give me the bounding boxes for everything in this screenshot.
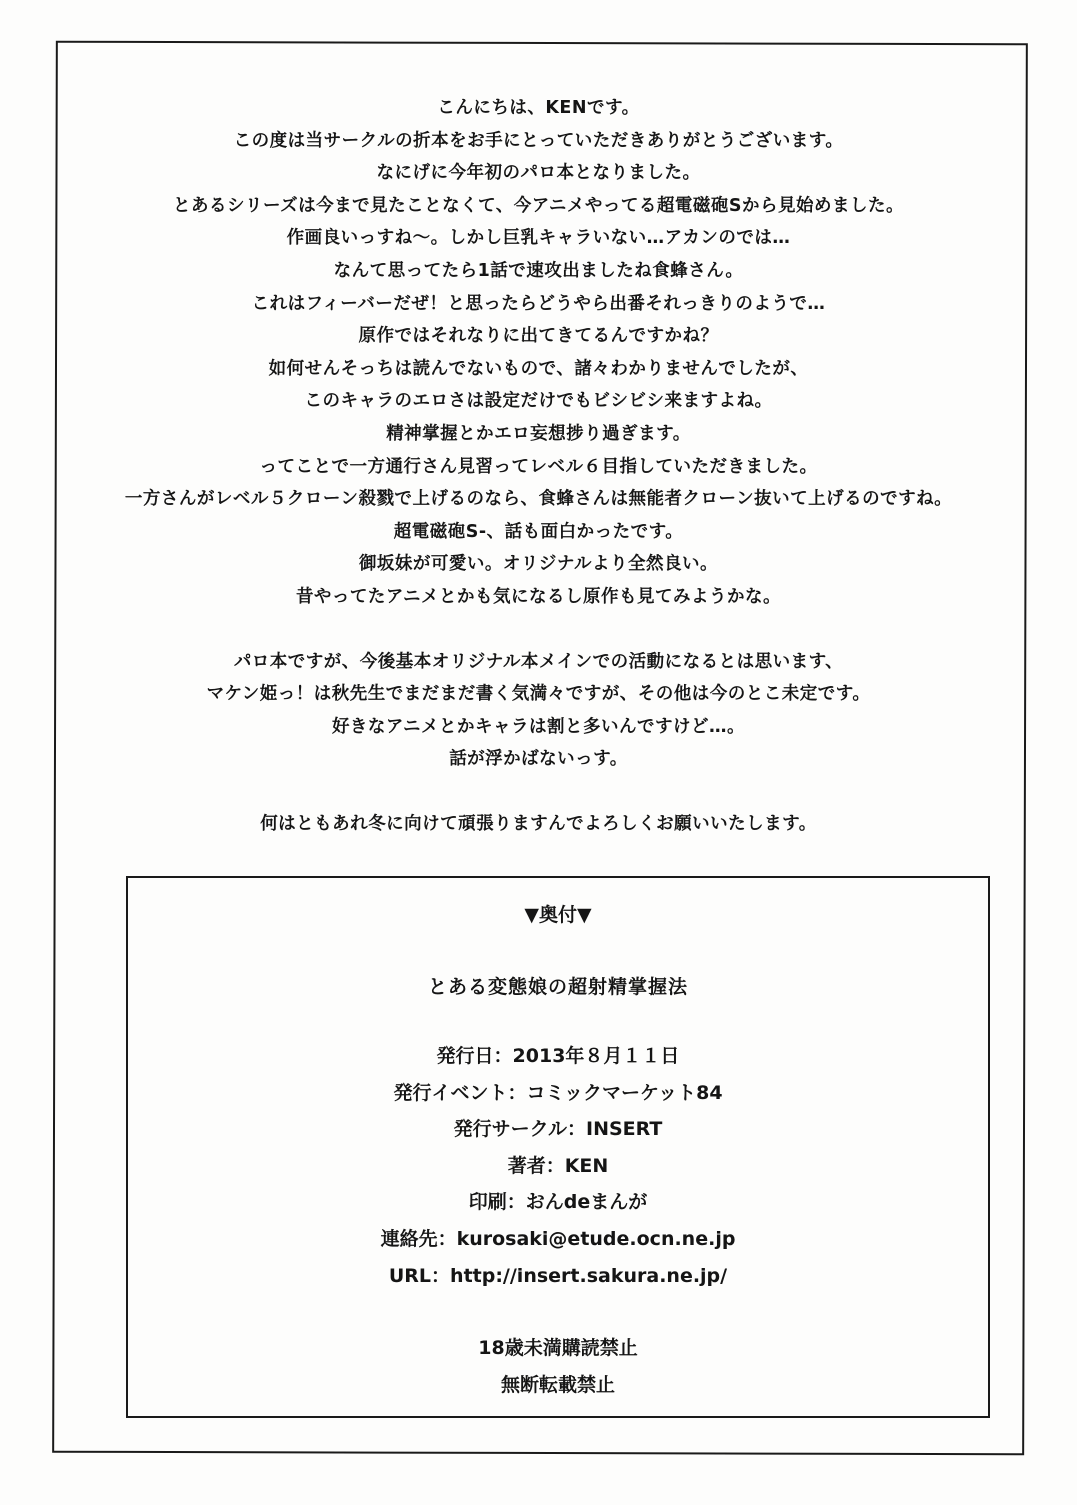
afterword-paragraph	[0, 808, 1077, 841]
afterword-line: これはフィーバーだぜ！と思ったらどうやら出番それっきりのようで…	[251, 293, 826, 314]
no-reprint-notice: 無断転載禁止	[500, 1374, 615, 1396]
afterword-line: 一方さんがレベル５クローン殺戮で上げるのなら、食蜂さんは無能者クローン抜いて上げるのですね。	[124, 489, 953, 510]
afterword-line: このキャラのエロさは設定だけでもビシビシ来ますよね。	[304, 391, 773, 412]
afterword-line: 原作ではそれなりに出てきてるんですかね？	[358, 326, 719, 347]
afterword-line: 昔やってたアニメとかも気になるし原作も見てみようかな。	[295, 586, 782, 607]
afterword-line: 何はともあれ冬に向けて頑張りますんでよろしくお願いいたします。	[260, 813, 817, 834]
afterword-line: 御坂妹が可愛い。オリジナルより全然良い。	[358, 554, 719, 575]
colophon-box	[126, 876, 990, 1418]
afterword-line: 超電磁砲S-、話も面白かったです。	[393, 521, 684, 542]
afterword-line: この度は当サークルの折本をお手にとっていただきありがとうございます。	[233, 130, 844, 151]
age-restriction-notice: 18歳未満購読禁止	[478, 1337, 638, 1359]
afterword-line: なにげに今年初のパロ本となりました。	[376, 163, 701, 184]
publish-date: 発行日：2013年８月１１日	[436, 1045, 680, 1067]
afterword-line: なんて思ってたら1話で速攻出ましたね食蜂さん。	[333, 260, 744, 281]
afterword-line: 好きなアニメとかキャラは割と多いんですけど…。	[331, 716, 746, 737]
afterword-line: こんにちは、KENです。	[437, 98, 640, 118]
website-url: URL：http://insert.sakura.ne.jp/	[388, 1264, 728, 1287]
afterword-line: 如何せんそっちは読んでないもので、諸々わかりませんでしたが、	[268, 358, 809, 379]
colophon-details	[128, 1038, 988, 1294]
afterword-line: パロ本ですが、今後基本オリジナル本メインでの活動になるとは思います、	[233, 651, 844, 672]
publish-event: 発行イベント：コミックマーケット84	[393, 1081, 723, 1104]
colophon-heading: ▼奥付▼	[524, 904, 592, 926]
afterword-line: とあるシリーズは今まで見たことなくて、今アニメやってる超電磁砲Sから見始めました。	[172, 195, 904, 216]
publish-circle: 発行サークル：INSERT	[453, 1118, 663, 1141]
afterword	[0, 92, 1077, 840]
afterword-paragraph	[0, 646, 1077, 776]
afterword-line: 作画良いっすね～。しかし巨乳キャラいない…アカンのでは…	[286, 228, 791, 249]
contact-email: 連絡先：kurosaki@etude.ocn.ne.jp	[380, 1227, 736, 1250]
author: 著者：KEN	[507, 1154, 609, 1177]
afterword-line: 話が浮かばないっす。	[449, 749, 628, 770]
afterword-line: ってことで一方通行さん見習ってレベル６目指していただきました。	[259, 456, 818, 477]
afterword-paragraph	[0, 92, 1077, 614]
printer: 印刷：おんdeまんが	[468, 1191, 648, 1214]
book-title: とある変態娘の超射精掌握法	[427, 976, 688, 998]
afterword-line: 精神掌握とかエロ妄想捗り過ぎます。	[386, 423, 691, 444]
afterword-line: マケン姫っ！は秋先生でまだまだ書く気満々ですが、その他は今のとこ未定です。	[206, 684, 871, 705]
colophon-notices	[128, 1330, 988, 1404]
